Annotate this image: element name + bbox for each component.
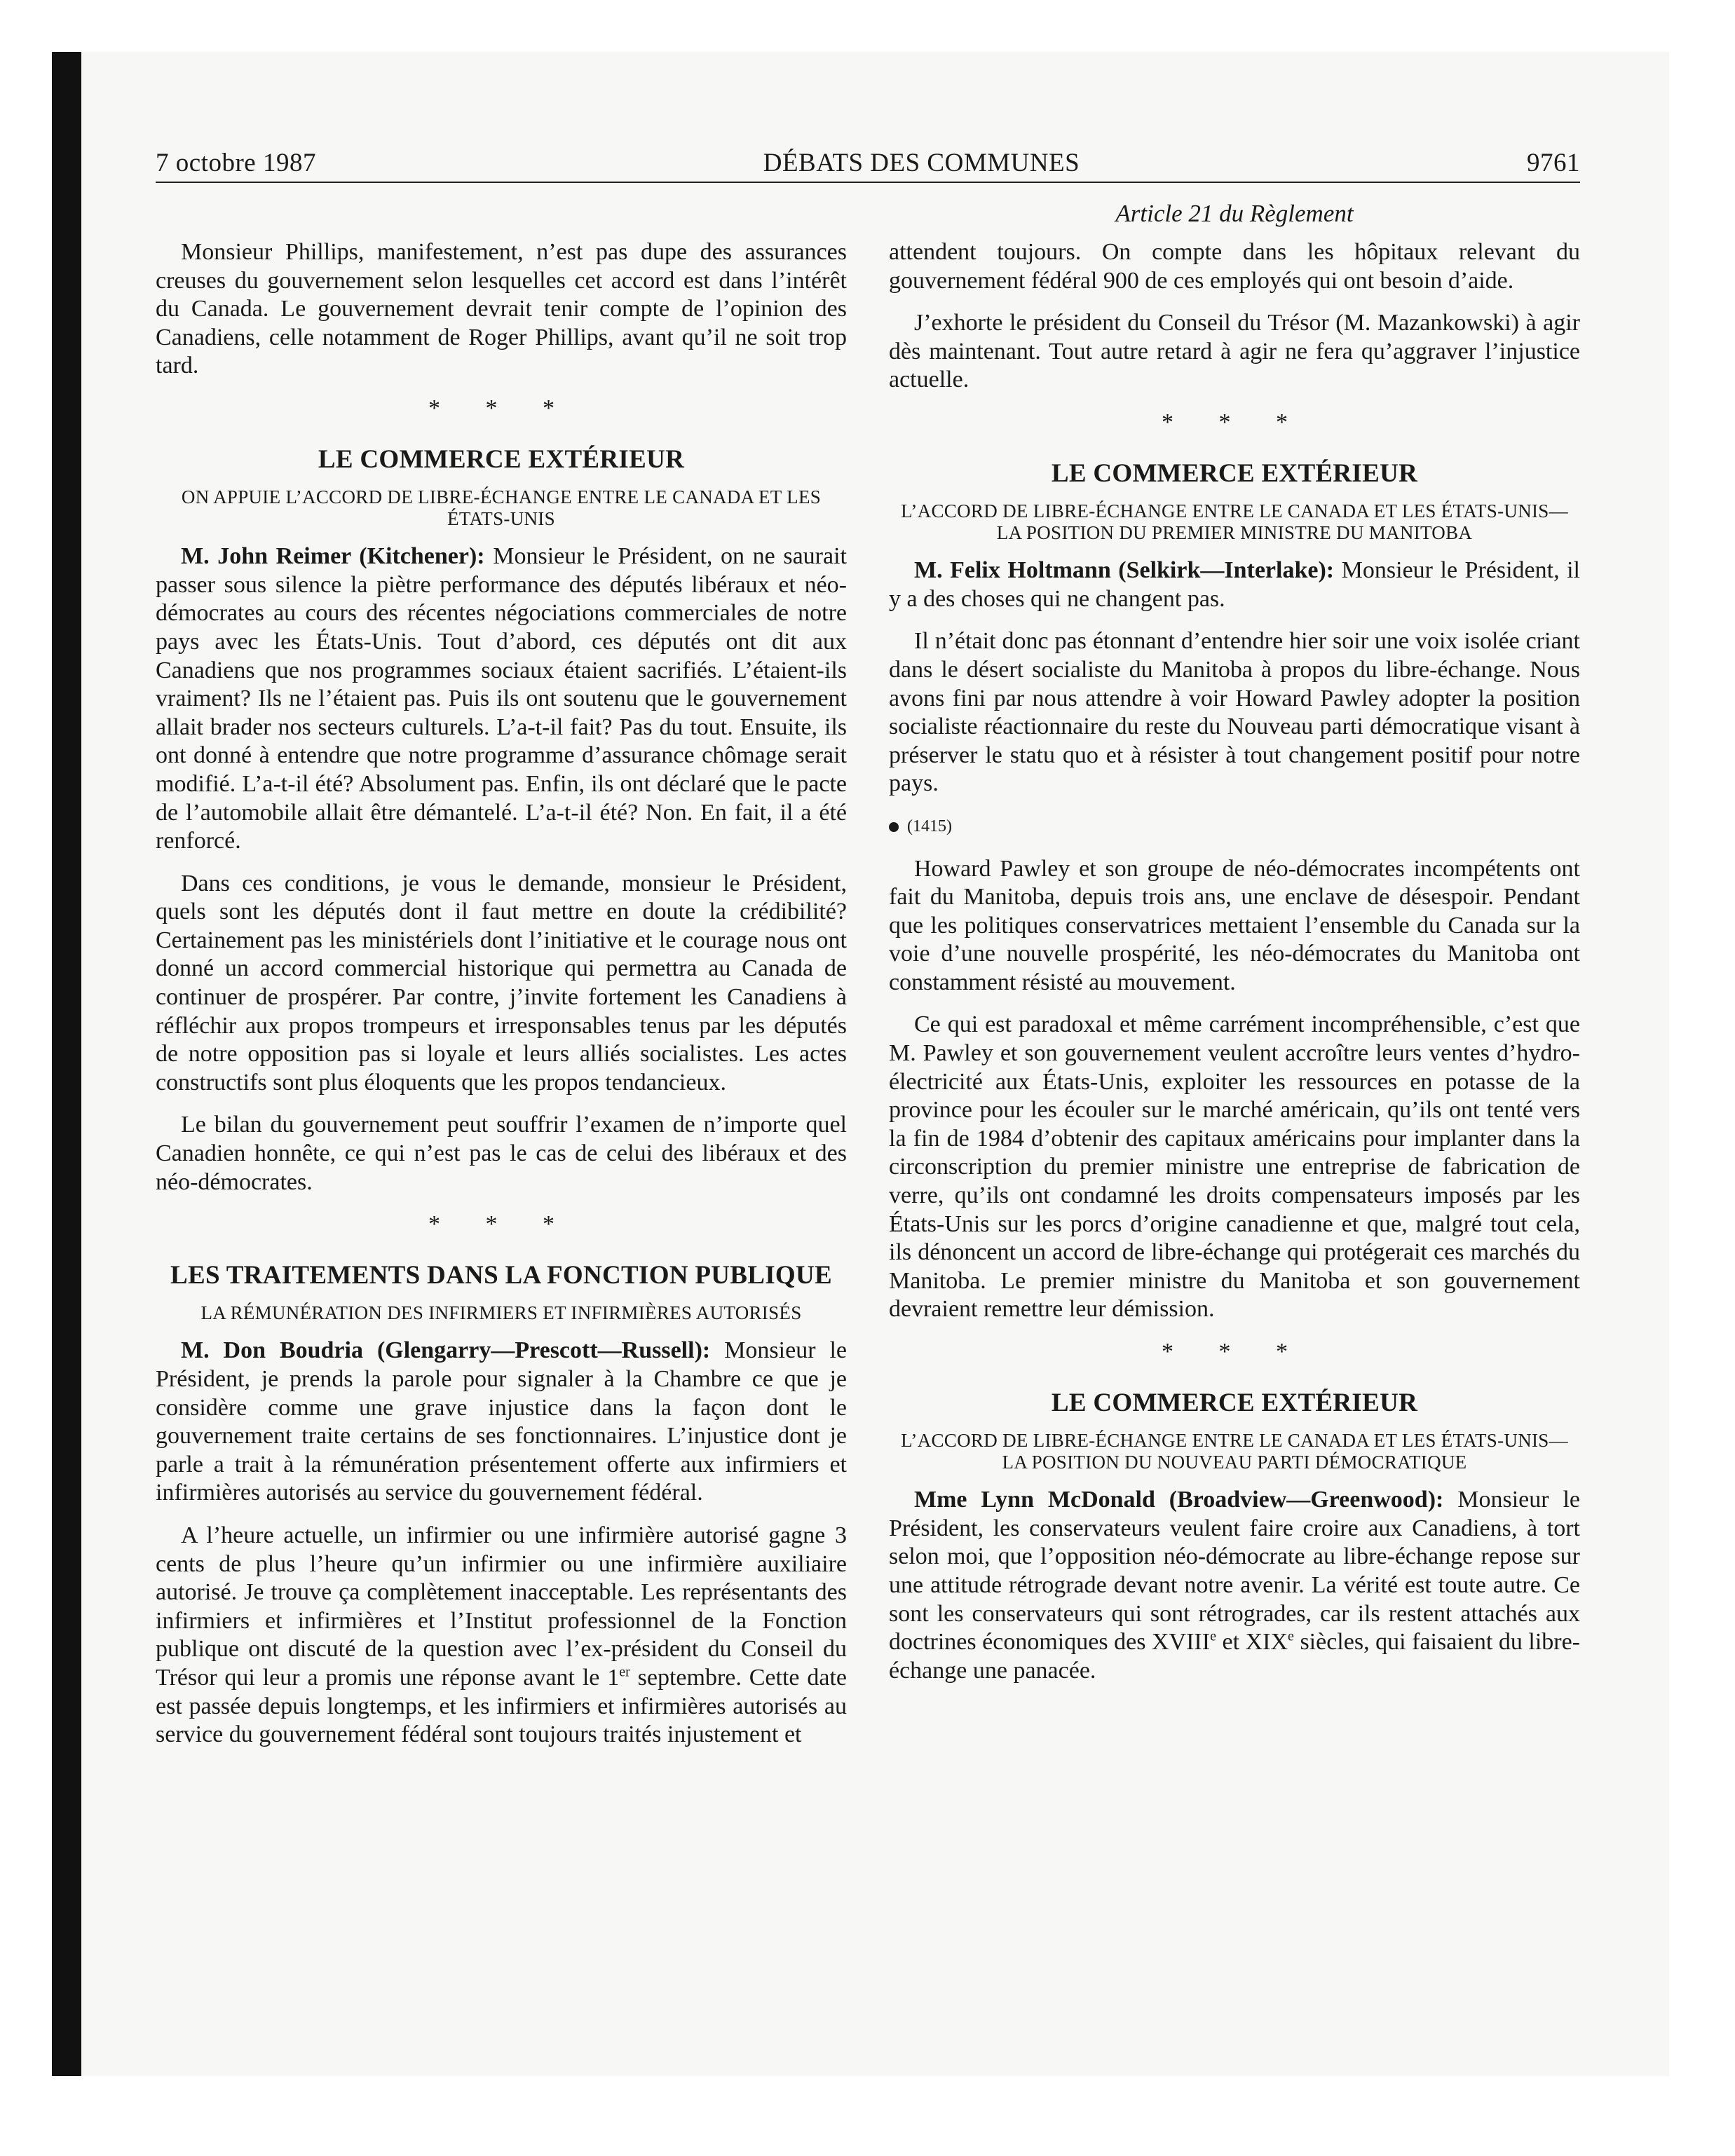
section-separator: * * * [1162,1339,1307,1365]
text-run: et XIX [1216,1629,1288,1656]
superscript: er [619,1664,630,1680]
paragraph: attendent toujours. On compte dans les hôpitaux relevant du gouvernement fédéral 900 de ces employés qui ont besoin d’aide. [889,239,1580,294]
section-separator: * * * [428,395,574,421]
speech-text: Monsieur le Président, les conservateurs veulent faire croire aux Canadiens, à tort selon moi, que l’opposition néo-démocrate au libre-échange repose sur une attitude rétrograde devant notre avenir. La vérité est toute autre. Ce sont les conservateurs qui sont rétrogrades, car ils restent attachés aux doctrines économiques des XVIII [889,1487,1581,1656]
left-column [156,238,847,1763]
section-title: LES TRAITEMENTS DANS LA FONCTION PUBLIQUE [170,1260,833,1290]
speaker-name: M. Don Boudria (Glengarry—Prescott—Russell): [181,1337,711,1364]
paragraph: Le bilan du gouvernement peut souffrir l’examen de n’importe quel Canadien honnête, ce qui n’est pas le cas de celui des libéraux et des néo-démocrates. [156,1112,847,1195]
text-run: A l’heure actuelle, un infirmier ou une infirmière autorisé gagne 3 cents de plus l’heure qu’un infirmier ou une infirmière auxiliaire autorisé. Je trouve ça complètement inacceptable. Les représentants des infirmiers et infirmières et l’Institut professionnel de la Fonction publique ont discuté de la question avec l’ex-président du Conseil du Trésor qui leur a promis une réponse avant le 1 [156,1522,847,1691]
scan-margin [0,0,52,2156]
section-title: LE COMMERCE EXTÉRIEUR [1051,1388,1418,1417]
section-subtitle: ON APPUIE L’ACCORD DE LIBRE-ÉCHANGE ENTRE LE CANADA ET LES ÉTATS-UNIS [181,486,822,530]
paragraph: Il n’était donc pas étonnant d’entendre hier soir une voix isolée criant dans le désert socialiste du Manitoba à propos du libre-échange. Nous avons fini par nous attendre à voir Howard Pawley adopter la position socialiste réactionnaire du reste du Nouveau parti démocratique visant à préserver le statu quo et à résister à tout changement positif pour notre pays. [889,628,1580,797]
paragraph [156,1522,847,1749]
speech-paragraph [889,1486,1580,1685]
header-date: 7 octobre 1987 [156,149,316,177]
section-subtitle: L’ACCORD DE LIBRE-ÉCHANGE ENTRE LE CANADA ET LES ÉTATS-UNIS—LA POSITION DU NOUVEAU PARTI DÉMOCRATIQUE [901,1430,1568,1473]
paragraph: Howard Pawley et son groupe de néo-démocrates incompétents ont fait du Manitoba, depuis trois ans, une enclave de désespoir. Pendant que les politiques conservatrices mettaient l’ensemble du Canada sur la voie d’une nouvelle prospérité, les néo-démocrates du Manitoba ont constamment résisté au mouvement. [889,855,1580,995]
paragraph: J’exhorte le président du Conseil du Trésor (M. Mazankowski) à agir dès maintenant. Tout autre retard à agir ne fera qu’aggraver l’injustice actuelle. [889,310,1580,393]
section-separator: * * * [1162,409,1307,435]
scan-binding-shadow [52,52,81,2076]
time-stamp: (1415) [907,817,952,835]
speech-paragraph [156,543,847,856]
paragraph: Dans ces conditions, je vous le demande, monsieur le Président, quels sont les députés dont il faut mettre en doute la crédibilité? Certainement pas les ministériels dont l’initiative et le courage nous ont donné un accord commercial historique qui permettra au Canada de continuer de prospérer. Par contre, j’invite fortement les Canadiens à réfléchir aux propos trompeurs et irresponsables tenus par les députés de notre opposition pas si loyale et leurs alliés socialistes. Les actes constructifs sont plus éloquents que les propos tendancieux. [156,870,847,1096]
right-column [889,238,1580,1699]
superscript: e [1288,1628,1294,1644]
section-title: LE COMMERCE EXTÉRIEUR [318,444,685,474]
speech-paragraph [156,1337,847,1508]
section-separator: * * * [428,1211,574,1238]
speech-text: Monsieur le Président, on ne saurait passer sous silence la piètre performance des députés libéraux et néo-démocrates au cours des récentes négociations commerciales de notre pays avec les États-Unis. Tout d’abord, ces députés ont dit aux Canadiens que nos programmes sociaux étaient sacrifiés. L’étaient-ils vraiment? Ils ne l’étaient pas. Puis ils ont soutenu que le gouvernement allait brader nos secteurs culturels. L’a-t-il fait? Pas du tout. Ensuite, ils ont donné à entendre que notre programme d’assurance chômage serait modifié. L’a-t-il été? Absolument pas. Enfin, ils ont déclaré que le pacte de l’automobile allait être démantelé. L’a-t-il été? Non. En fait, il a été renforcé. [156,543,847,854]
bullet-icon [889,822,899,832]
speaker-name: M. Felix Holtmann (Selkirk—Interlake): [914,557,1335,584]
text-run: septembre. Cette date est passée depuis longtemps, et les infirmiers et infirmières autorisés au service du gouvernement fédéral sont toujours traités injustement et [156,1664,847,1748]
running-subtitle: Article 21 du Règlement [1115,200,1354,227]
section-subtitle: LA RÉMUNÉRATION DES INFIRMIERS ET INFIRMIÈRES AUTORISÉS [200,1302,802,1324]
speech-paragraph [889,557,1580,613]
header-title: DÉBATS DES COMMUNES [763,149,1080,177]
speech-text: Monsieur le Président, il y a des choses qui ne changent pas. [889,557,1581,612]
time-marker [889,812,1580,841]
speaker-name: M. John Reimer (Kitchener): [181,543,485,570]
header-rule [156,182,1580,183]
page-header [156,146,1580,178]
section-title: LE COMMERCE EXTÉRIEUR [1051,458,1418,488]
superscript: e [1210,1628,1216,1644]
paragraph: Ce qui est paradoxal et même carrément incompréhensible, c’est que M. Pawley et son gouvernement veulent accroître leurs ventes d’hydro-électricité aux États-Unis, exploiter les ressources en potasse de la province pour les écouler sur le marché américain, qu’ils ont tenté vers la fin de 1984 d’obtenir des capitaux américains pour implanter dans la circonscription du premier ministre une entreprise de fabrication de verre, qu’ils ont condamné les droits compensateurs imposés par les États-Unis sur les porcs d’origine canadienne et que, malgré tout cela, ils dénoncent un accord de libre-échange qui protégerait ces marchés du Manitoba. Le premier ministre du Manitoba et son gouvernement devraient remettre leur démission. [889,1011,1580,1323]
speech-text: Monsieur le Président, je prends la parole pour signaler à la Chambre ce que je considère comme une grave injustice dans la façon dont le gouvernement traite certains de ses fonctionnaires. L’injustice dont je parle a trait à la rémunération présentement offerte aux infirmiers et infirmières autorisés au service du gouvernement fédéral. [156,1337,848,1506]
paragraph: Monsieur Phillips, manifestement, n’est pas dupe des assurances creuses du gouvernement selon lesquelles cet accord est dans l’intérêt du Canada. Le gouvernement devrait tenir compte de l’opinion des Canadiens, celle notamment de Roger Phillips, avant qu’il ne soit trop tard. [156,239,847,379]
section-subtitle: L’ACCORD DE LIBRE-ÉCHANGE ENTRE LE CANADA ET LES ÉTATS-UNIS—LA POSITION DU PREMIER MINISTRE DU MANITOBA [901,500,1568,544]
speaker-name: Mme Lynn McDonald (Broadview—Greenwood): [914,1487,1444,1513]
header-page-number: 9761 [1527,149,1580,177]
text-run: siècles, qui faisaient du libre-échange une panacée. [889,1629,1581,1684]
